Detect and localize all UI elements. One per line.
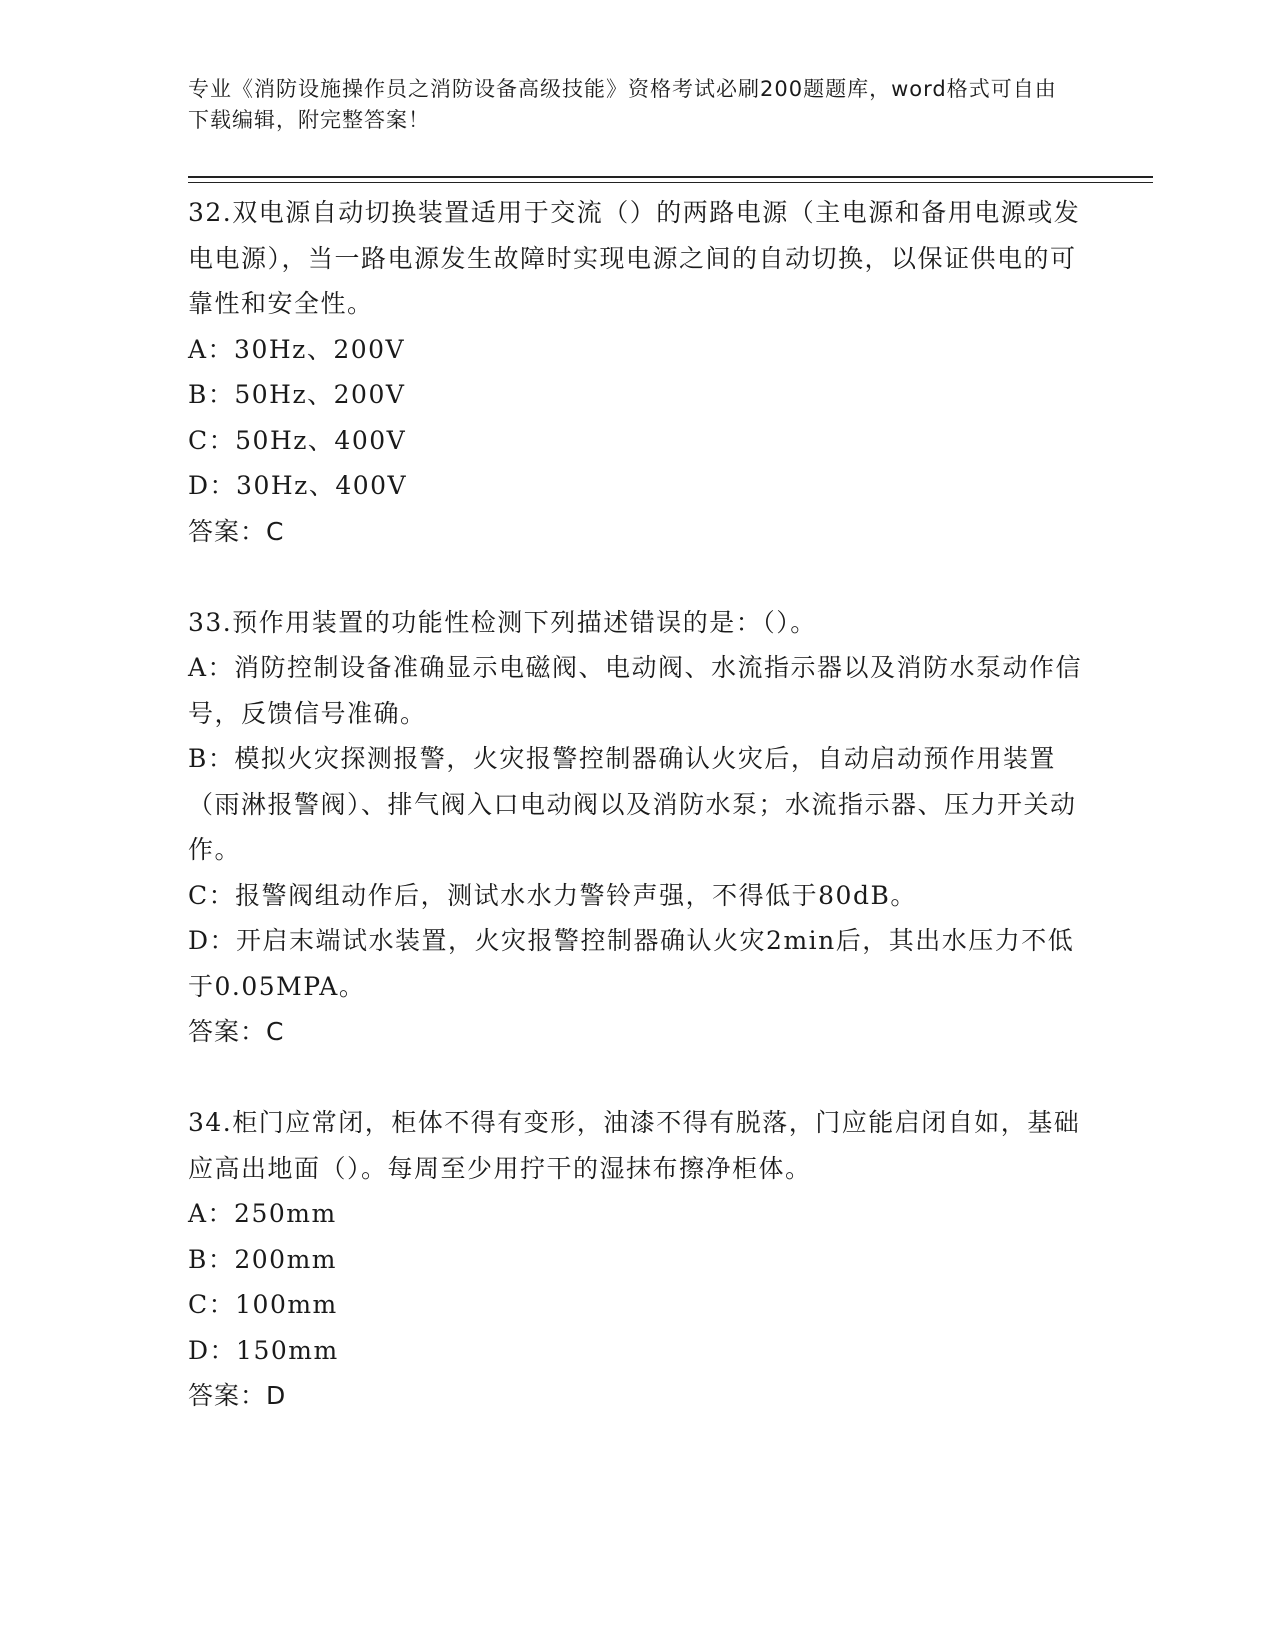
answer-label: 答案：	[188, 1017, 267, 1046]
answer-line	[188, 509, 1088, 555]
option-c: C：50Hz、400V	[188, 425, 407, 455]
question-32	[188, 190, 1088, 554]
option-d: D：30Hz、400V	[188, 471, 408, 500]
document-header: 专业《消防设施操作员之消防设备高级技能》资格考试必刷200题题库，word格式可自由下载编辑，附完整答案！	[188, 77, 1057, 132]
question-stem: 34.柜门应常闭，柜体不得有变形，油漆不得有脱落，门应能启闭自如，基础应高出地面（）。每周至少用拧干的湿抹布擦净柜体。	[188, 1108, 1081, 1183]
answer-label: 答案：	[188, 516, 267, 546]
question-33	[188, 600, 1088, 1055]
option-c: C：100mm	[188, 1290, 338, 1319]
question-list	[188, 190, 1088, 1419]
option-c: C：报警阀组动作后，测试水水力警铃声强，不得低于80dB。	[188, 880, 917, 910]
answer-value: C	[266, 516, 285, 546]
option-a: A：消防控制设备准确显示电磁阀、电动阀、水流指示器以及消防水泵动作信号，反馈信号准确。	[188, 653, 1083, 728]
option-b: B：200mm	[188, 1244, 338, 1274]
answer-value: D	[266, 1381, 287, 1410]
question-spacer	[188, 554, 1088, 600]
option-b: B：模拟火灾探测报警，火灾报警控制器确认火灾后，自动启动预作用装置（雨淋报警阀）、排气阀入口电动阀以及消防水泵；水流指示器、压力开关动作。	[188, 744, 1077, 864]
question-34	[188, 1100, 1088, 1419]
answer-line	[188, 1009, 1088, 1055]
option-d: D：开启末端试水装置，火灾报警控制器确认火灾2min后，其出水压力不低于0.05MPA。	[188, 926, 1075, 1001]
answer-line	[188, 1373, 1088, 1419]
option-a: A：30Hz、200V	[188, 334, 406, 364]
answer-value: C	[266, 1017, 285, 1046]
option-a: A：250mm	[188, 1199, 337, 1228]
option-d: D：150mm	[188, 1335, 339, 1365]
question-stem: 33.预作用装置的功能性检测下列描述错误的是：（）。	[188, 607, 817, 637]
header-rule-thin	[188, 182, 1153, 183]
answer-label: 答案：	[188, 1381, 267, 1410]
option-b: B：50Hz、200V	[188, 380, 406, 409]
header-rule-thick	[188, 176, 1153, 178]
question-stem: 32.双电源自动切换装置适用于交流（）的两路电源（主电源和备用电源或发电电源），当一路电源发生故障时实现电源之间的自动切换，以保证供电的可靠性和安全性。	[188, 198, 1081, 318]
question-spacer	[188, 1055, 1088, 1101]
